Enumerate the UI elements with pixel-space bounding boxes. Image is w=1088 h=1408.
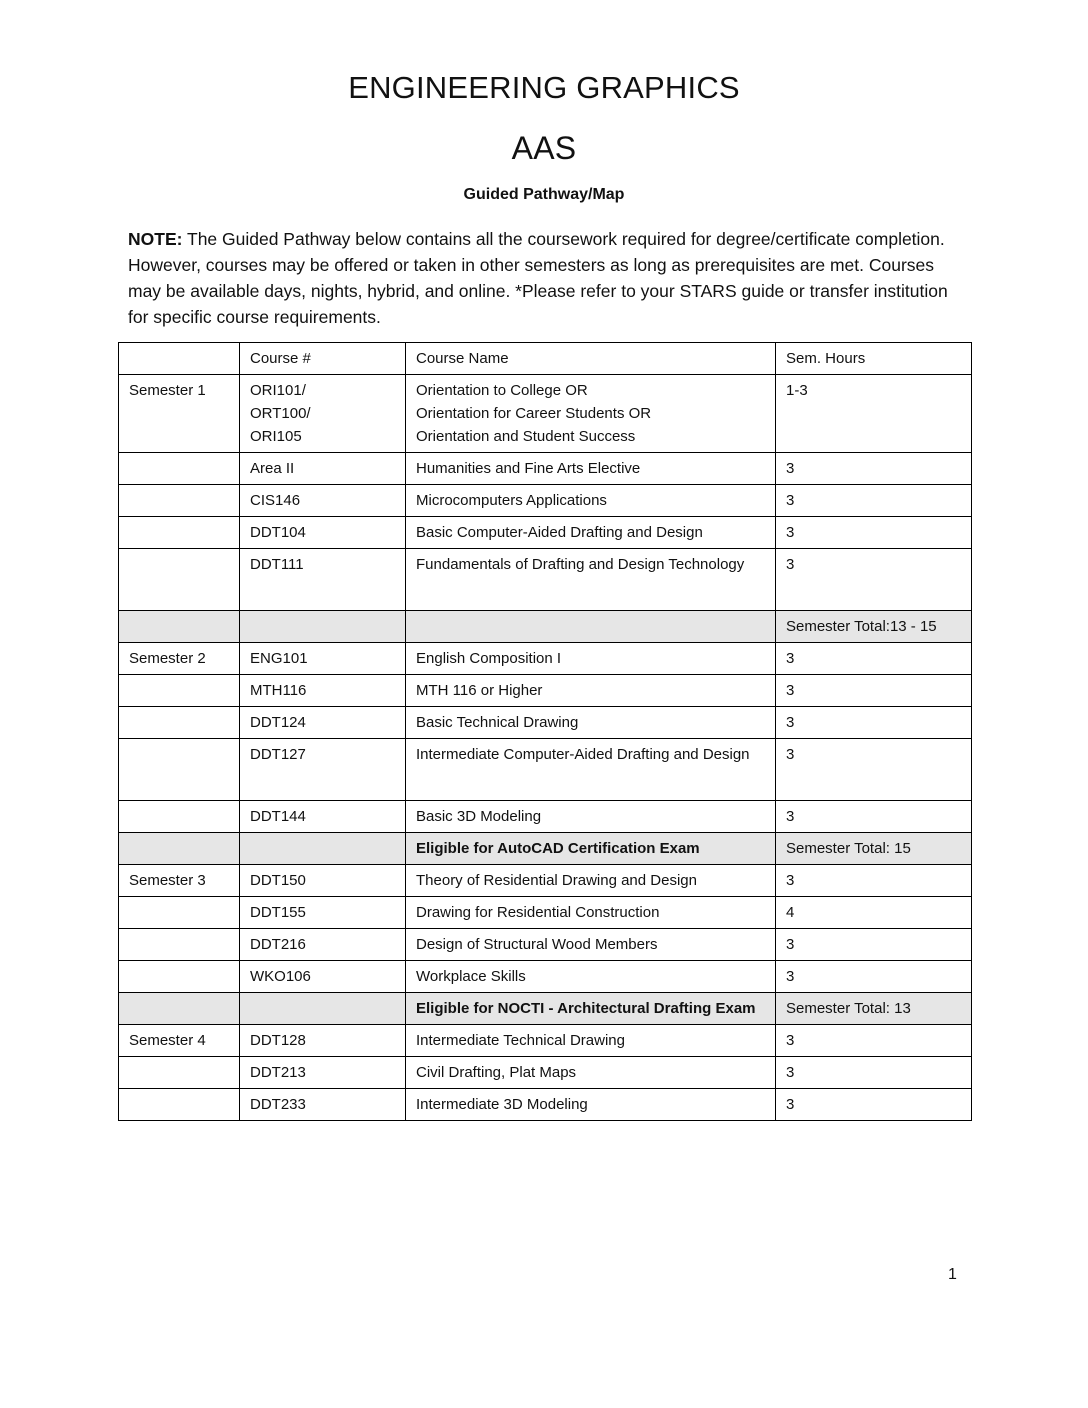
cell-line: Basic 3D Modeling [416, 808, 542, 825]
table-row [119, 643, 972, 675]
hours-value: 3 [786, 936, 795, 953]
table-row [119, 897, 972, 929]
course-number-cell [240, 1025, 406, 1057]
semester-hours-cell [776, 801, 972, 833]
semester-hours-cell [776, 1057, 972, 1089]
semester-hours-cell [776, 865, 972, 897]
semester-label: Semester 1 [129, 382, 206, 399]
semester-cell [119, 897, 240, 929]
semester-hours-cell [776, 485, 972, 517]
cell-line: Fundamentals of Drafting and Design Technology [416, 556, 745, 573]
cell-line: English Composition I [416, 650, 562, 667]
semester-cell [119, 739, 240, 801]
course-name-cell [406, 961, 776, 993]
course-name-cell [406, 739, 776, 801]
semester-cell [119, 611, 240, 643]
hours-value: 3 [786, 714, 795, 731]
hours-value: 3 [786, 968, 795, 985]
table-row [119, 801, 972, 833]
semester-hours-cell [776, 643, 972, 675]
cell-line: Workplace Skills [416, 968, 526, 985]
note-text: The Guided Pathway below contains all the coursework required for degree/certificate completion. However, courses may be offered or taken in other semesters as long as prerequisites are met. Courses may be available days, nights, hybrid, and online. *Please refer to your STARS guide or transfer institution for specific course requirements. [128, 229, 948, 327]
cell-line: Orientation and Student Success [416, 428, 636, 445]
semester-cell [119, 549, 240, 611]
cell-line: ORI105 [250, 428, 302, 445]
semester-cell [119, 453, 240, 485]
header-cell [119, 343, 240, 375]
semester-cell [119, 375, 240, 453]
hours-value: 3 [786, 524, 795, 541]
course-name-cell [406, 1089, 776, 1121]
course-number-cell [240, 833, 406, 865]
semester-total: Semester Total: 15 [786, 840, 911, 857]
table-row [119, 453, 972, 485]
page-number: 1 [948, 1266, 957, 1283]
semester-total: Semester Total:13 - 15 [786, 618, 937, 635]
hours-value: 4 [786, 904, 795, 921]
semester-hours-cell [776, 833, 972, 865]
semester-cell [119, 833, 240, 865]
hours-value: 3 [786, 492, 795, 509]
cell-line: Intermediate Computer-Aided Drafting and Design [416, 746, 750, 763]
course-name-cell [406, 865, 776, 897]
semester-hours-cell [776, 453, 972, 485]
table-header-row [119, 343, 972, 375]
cell-line: ORI101/ [250, 382, 306, 399]
course-number-cell [240, 643, 406, 675]
semester-hours-cell [776, 929, 972, 961]
course-name-cell [406, 833, 776, 865]
hours-value: 3 [786, 1096, 795, 1113]
note-label: NOTE: [128, 229, 183, 249]
note-paragraph [128, 226, 958, 330]
cell-line: CIS146 [250, 492, 301, 509]
cell-line: WKO106 [250, 968, 311, 985]
course-number-cell [240, 707, 406, 739]
course-number-cell [240, 611, 406, 643]
cell-line: ENG101 [250, 650, 308, 667]
course-name-cell [406, 675, 776, 707]
semester-cell [119, 993, 240, 1025]
cell-line: Orientation to College OR [416, 382, 588, 399]
semester-hours-cell [776, 549, 972, 611]
cell-line: Design of Structural Wood Members [416, 936, 658, 953]
course-number-cell [240, 453, 406, 485]
course-name-cell [406, 897, 776, 929]
course-number-cell [240, 675, 406, 707]
course-name-cell [406, 1025, 776, 1057]
course-name-cell [406, 707, 776, 739]
cell-line: DDT124 [250, 714, 306, 731]
semester-hours-cell [776, 1025, 972, 1057]
cell-line: DDT150 [250, 872, 306, 889]
course-number-cell [240, 801, 406, 833]
cell-line: DDT216 [250, 936, 306, 953]
semester-hours-cell [776, 897, 972, 929]
semester-hours-cell [776, 961, 972, 993]
cell-line: DDT104 [250, 524, 306, 541]
table-row [119, 517, 972, 549]
cell-line: ORT100/ [250, 405, 311, 422]
course-number-cell [240, 485, 406, 517]
semester-hours-cell [776, 1089, 972, 1121]
hours-value: 3 [786, 1064, 795, 1081]
hours-value: 3 [786, 872, 795, 889]
course-name-cell [406, 993, 776, 1025]
cell-line: MTH 116 or Higher [416, 682, 543, 699]
hours-value: 3 [786, 808, 795, 825]
semester-label: Semester 2 [129, 650, 206, 667]
course-name-cell [406, 643, 776, 675]
course-number-cell [240, 897, 406, 929]
cell-line: Intermediate 3D Modeling [416, 1096, 588, 1113]
course-name-cell [406, 453, 776, 485]
table-row [119, 739, 972, 801]
cell-line: Civil Drafting, Plat Maps [416, 1064, 577, 1081]
course-name-cell [406, 801, 776, 833]
table-row [119, 549, 972, 611]
cell-line: MTH116 [250, 682, 307, 699]
cell-line: DDT111 [250, 556, 304, 573]
hours-value: 3 [786, 556, 795, 573]
cell-line: DDT128 [250, 1032, 306, 1049]
hours-value: 3 [786, 1032, 795, 1049]
table-row [119, 485, 972, 517]
semester-total-row [119, 611, 972, 643]
course-number-cell [240, 865, 406, 897]
course-name-cell [406, 485, 776, 517]
course-number-cell [240, 375, 406, 453]
semester-cell [119, 1025, 240, 1057]
course-name-cell [406, 517, 776, 549]
hours-value: 3 [786, 460, 795, 477]
semester-label: Semester 4 [129, 1032, 206, 1049]
cell-line: Eligible for NOCTI - Architectural Drafting Exam [416, 1000, 756, 1017]
semester-cell [119, 643, 240, 675]
course-number-cell [240, 517, 406, 549]
cell-line: Theory of Residential Drawing and Design [416, 872, 697, 889]
hours-value: 3 [786, 746, 795, 763]
course-name-cell [406, 1057, 776, 1089]
semester-total: Semester Total: 13 [786, 1000, 911, 1017]
table-body [119, 375, 972, 1121]
course-number-cell [240, 993, 406, 1025]
cell-line: Eligible for AutoCAD Certification Exam [416, 840, 700, 857]
cell-line: DDT233 [250, 1096, 306, 1113]
cell-line: Basic Technical Drawing [416, 714, 579, 731]
table-row [119, 707, 972, 739]
cell-line: Intermediate Technical Drawing [416, 1032, 625, 1049]
course-number-cell [240, 549, 406, 611]
course-number-cell [240, 1089, 406, 1121]
hours-value: 3 [786, 650, 795, 667]
course-number-cell [240, 961, 406, 993]
header-cell: Sem. Hours [776, 343, 972, 375]
semester-cell [119, 485, 240, 517]
cell-line: DDT213 [250, 1064, 306, 1081]
course-number-cell [240, 739, 406, 801]
header-cell: Course # [240, 343, 406, 375]
semester-hours-cell [776, 375, 972, 453]
course-name-cell [406, 611, 776, 643]
table-row [119, 961, 972, 993]
semester-cell [119, 801, 240, 833]
page-title: ENGINEERING GRAPHICS [348, 70, 740, 105]
cell-line: DDT127 [250, 746, 306, 763]
cell-line: Area II [250, 460, 295, 477]
table-row [119, 1025, 972, 1057]
page-subtitle: Guided Pathway/Map [463, 186, 625, 203]
cell-line: Microcomputers Applications [416, 492, 607, 509]
semester-hours-cell [776, 739, 972, 801]
table-row [119, 675, 972, 707]
course-name-cell [406, 549, 776, 611]
semester-total-row [119, 833, 972, 865]
semester-cell [119, 929, 240, 961]
course-number-cell [240, 1057, 406, 1089]
cell-line: Drawing for Residential Construction [416, 904, 660, 921]
semester-total-row [119, 993, 972, 1025]
semester-cell [119, 1089, 240, 1121]
semester-hours-cell [776, 611, 972, 643]
table-row [119, 375, 972, 453]
semester-label: Semester 3 [129, 872, 206, 889]
course-name-cell [406, 929, 776, 961]
cell-line: Orientation for Career Students OR [416, 405, 652, 422]
semester-cell [119, 961, 240, 993]
header-cell: Course Name [406, 343, 776, 375]
semester-cell [119, 865, 240, 897]
semester-hours-cell [776, 993, 972, 1025]
semester-hours-cell [776, 675, 972, 707]
table-row [119, 1089, 972, 1121]
table-row [119, 865, 972, 897]
degree-title: AAS [511, 130, 577, 166]
table-row [119, 1057, 972, 1089]
cell-line: DDT144 [250, 808, 306, 825]
hours-value: 3 [786, 682, 795, 699]
semester-cell [119, 517, 240, 549]
pathway-table [118, 342, 972, 1121]
semester-cell [119, 1057, 240, 1089]
cell-line: DDT155 [250, 904, 306, 921]
course-number-cell [240, 929, 406, 961]
cell-line: Basic Computer-Aided Drafting and Design [416, 524, 703, 541]
semester-hours-cell [776, 517, 972, 549]
cell-line: Humanities and Fine Arts Elective [416, 460, 641, 477]
hours-value: 1-3 [786, 382, 808, 399]
semester-hours-cell [776, 707, 972, 739]
semester-cell [119, 707, 240, 739]
course-name-cell [406, 375, 776, 453]
table-row [119, 929, 972, 961]
semester-cell [119, 675, 240, 707]
